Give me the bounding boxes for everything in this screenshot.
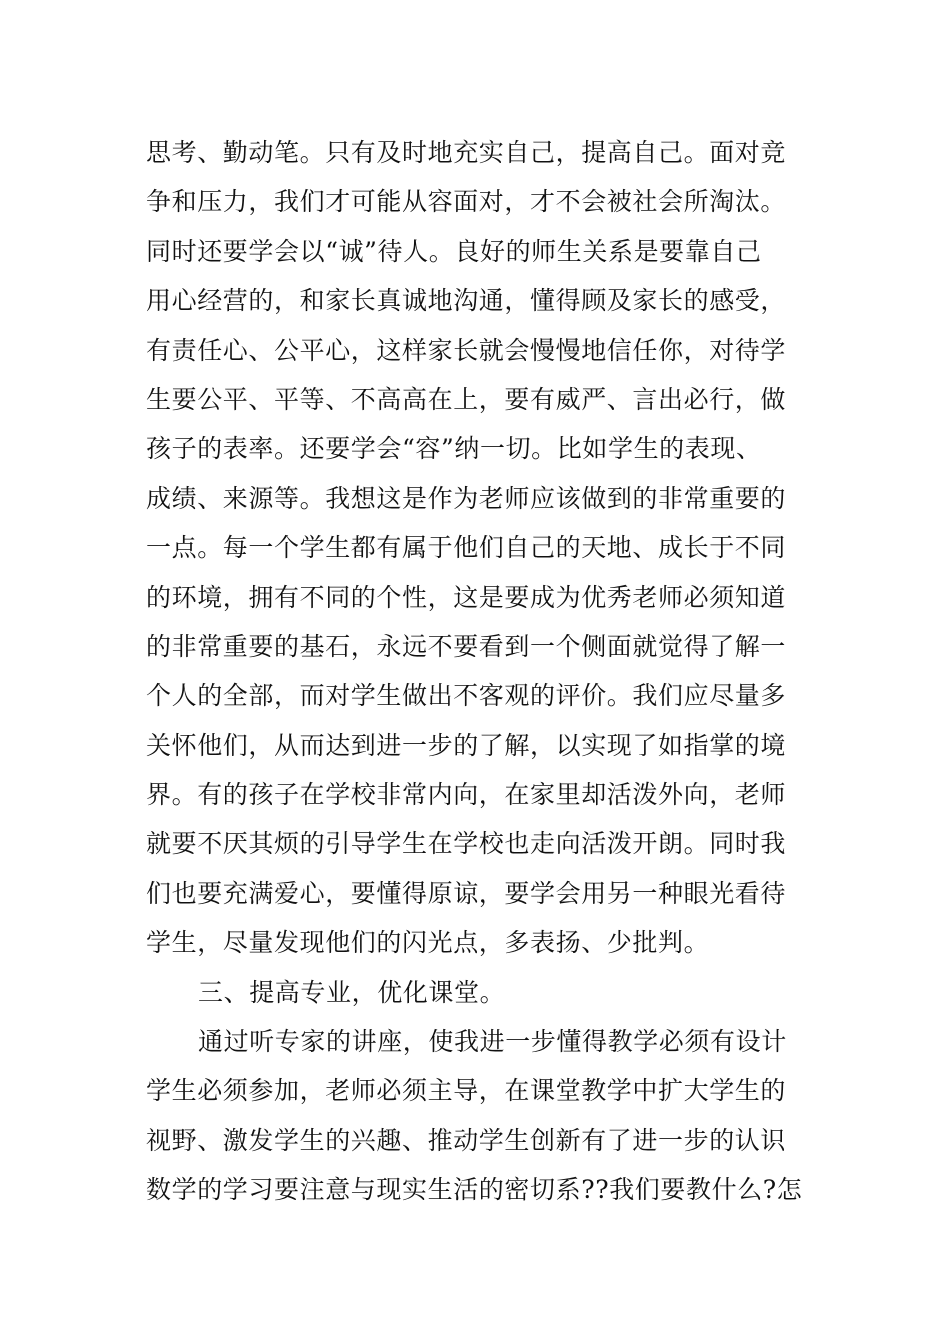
text-line: 争和压力，我们才可能从容面对，才不会被社会所淘汰。 [146,187,787,217]
text-line: 关怀他们，从而达到进一步的了解，以实现了如指掌的境 [146,730,787,760]
section-heading: 三、提高专业，优化课堂。 [198,977,506,1007]
text-line: 的环境，拥有不同的个性，这是要成为优秀老师必须知道 [146,582,787,612]
text-line: 学生，尽量发现他们的闪光点，多表扬、少批判。 [146,928,710,958]
text-line: 的非常重要的基石，永远不要看到一个侧面就觉得了解一 [146,631,787,661]
text-line: 一点。每一个学生都有属于他们自己的天地、成长于不同 [146,533,787,563]
text-line: 们也要充满爱心，要懂得原谅，要学会用另一种眼光看待 [146,878,787,908]
text-line: 成绩、来源等。我想这是作为老师应该做到的非常重要的 [146,483,787,513]
text-line: 界。有的孩子在学校非常内向，在家里却活泼外向，老师 [146,780,787,810]
text-line: 思考、勤动笔。只有及时地充实自己，提高自己。面对竞 [146,138,787,167]
text-line: 视野、激发学生的兴趣、推动学生创新有了进一步的认识 [146,1125,787,1155]
text-line: 孩子的表率。还要学会“容”纳一切。比如学生的表现、 [146,434,762,464]
text-line: 用心经营的，和家长真诚地沟通，懂得顾及家长的感受， [146,286,787,316]
text-line: 就要不厌其烦的引导学生在学校也走向活泼开朗。同时我 [146,829,787,859]
text-line: 有责任心、公平心，这样家长就会慢慢地信任你，对待学 [146,335,787,365]
text-line: 学生必须参加，老师必须主导，在课堂教学中扩大学生的 [146,1076,787,1106]
text-line: 生要公平、平等、不高高在上，要有威严、言出必行，做 [146,384,787,414]
text-line: 数学的学习要注意与现实生活的密切系??我们要教什么?怎 [146,1175,803,1205]
text-line: 个人的全部，而对学生做出不客观的评价。我们应尽量多 [146,681,787,711]
body-text [146,128,814,1215]
paragraph-first-line: 通过听专家的讲座，使我进一步懂得教学必须有设计 [198,1027,787,1057]
text-line: 同时还要学会以“诚”待人。良好的师生关系是要靠自己 [146,236,762,266]
